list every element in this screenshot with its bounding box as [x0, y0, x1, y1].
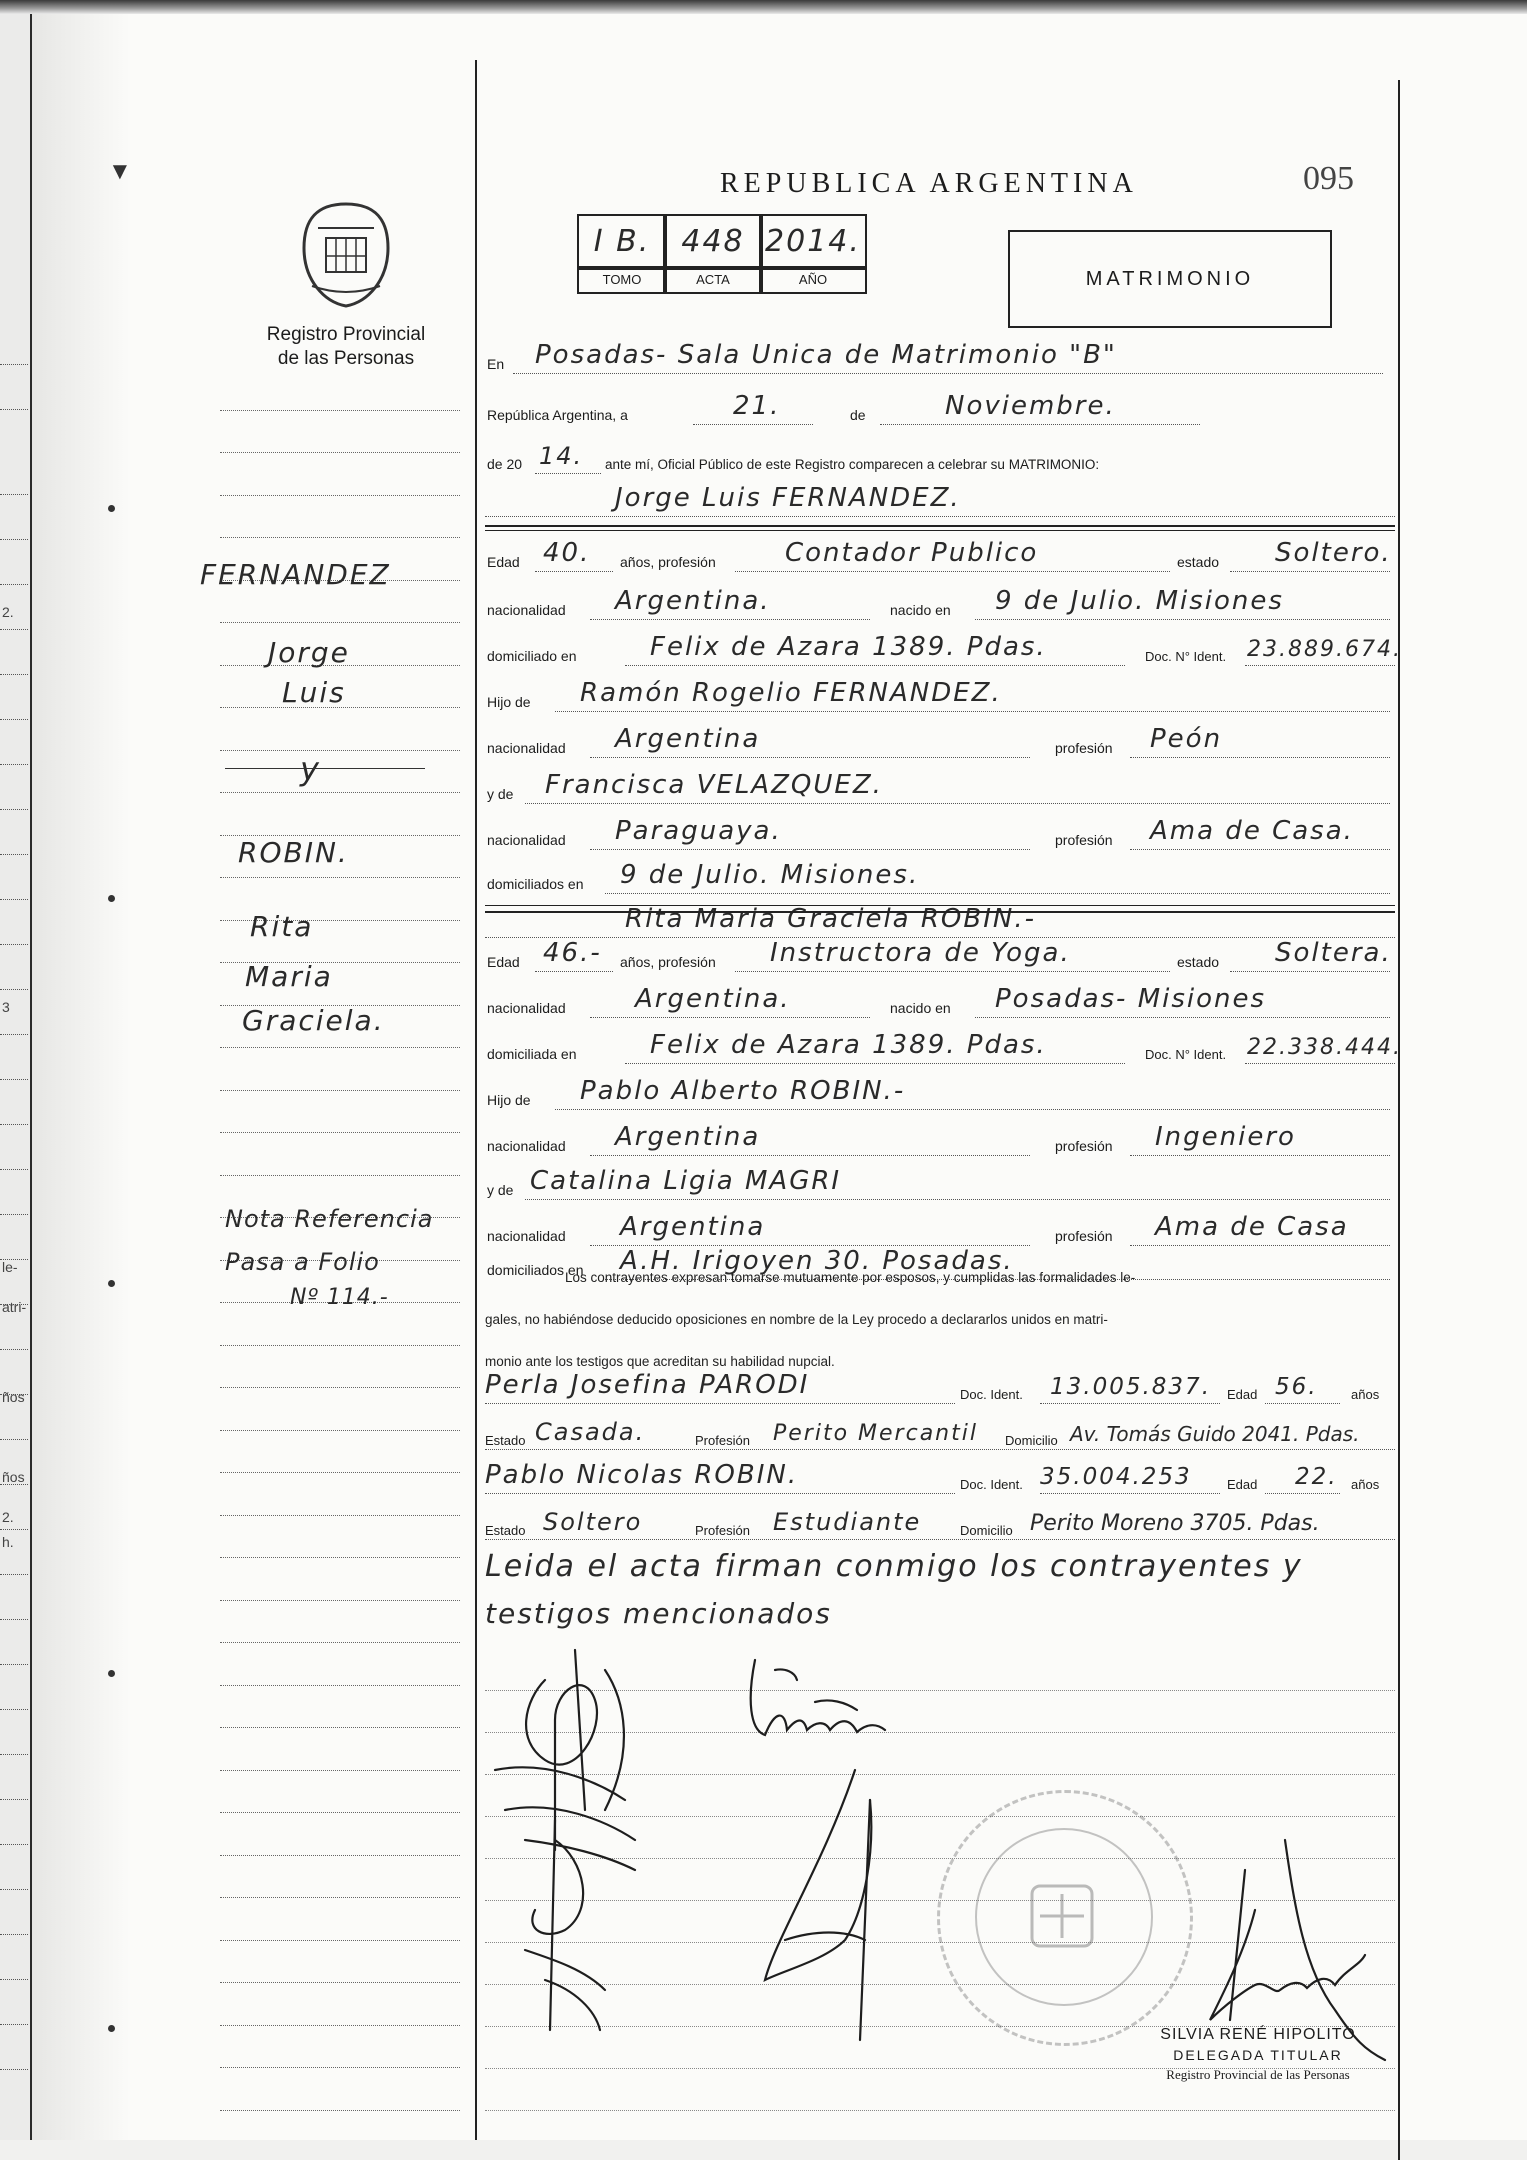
groom-father-row: [485, 670, 1395, 716]
bride-address: Felix de Azara 1389. Pdas.: [650, 1030, 1047, 1060]
groom-address: Felix de Azara 1389. Pdas.: [650, 632, 1047, 662]
witness1-name-row: [485, 1362, 1395, 1408]
groom-name: Jorge Luis FERNANDEZ.: [615, 483, 961, 513]
groom-address-row: [485, 624, 1402, 670]
scan-top-edge: [0, 0, 1527, 14]
label-nacionalidad: nacionalidad: [487, 602, 566, 618]
label-republica: República Argentina, a: [487, 407, 628, 423]
intro-text: ante mí, Oficial Público de este Registro comparecen a celebrar su MATRIMONIO:: [605, 457, 1100, 472]
bride-nationality: Argentina.: [635, 984, 791, 1014]
label-nacido: nacido en: [890, 1000, 951, 1016]
label-yde: y de: [487, 786, 514, 802]
closing-line1: Leida el acta firman conmigo los contrayentes y: [485, 1549, 1303, 1584]
official-stamp: [1148, 2025, 1368, 2085]
groom-mother: Francisca VELAZQUEZ.: [545, 770, 883, 800]
acta-value: 448: [681, 224, 745, 259]
witness1-status: Casada.: [535, 1418, 646, 1446]
label-de: de: [850, 407, 866, 423]
bride-father-profession: Ingeniero: [1155, 1122, 1296, 1152]
strip-text: ños: [2, 1389, 25, 1405]
groom-parents-address: 9 de Julio. Misiones.: [620, 860, 920, 890]
margin-given-name: Maria: [245, 960, 333, 993]
label-doc: Doc. Ident.: [960, 1387, 1023, 1402]
bride-mother-nationality: Argentina: [620, 1212, 766, 1242]
binder-hole-icon: ▼: [108, 158, 132, 185]
witness2-details-row: [485, 1498, 1395, 1544]
label-profesion: profesión: [1055, 1228, 1113, 1244]
bride-father-row: [485, 1068, 1395, 1114]
witness2-doc: 35.004.253: [1040, 1464, 1192, 1490]
margin-surname2: ROBIN.: [238, 836, 349, 869]
strip-text: h.: [2, 1534, 14, 1550]
declaration-line: monio ante los testigos que acreditan su habilidad nupcial.: [485, 1354, 835, 1369]
label-domicilio: Domicilio: [960, 1523, 1013, 1538]
groom-parents-address-row: [485, 852, 1395, 898]
bride-father-nat-row: [485, 1114, 1395, 1160]
ano-value: 2014.: [765, 224, 861, 259]
bride-address-row: [485, 1022, 1402, 1068]
witness1-name: Perla Josefina PARODI: [485, 1370, 810, 1400]
label-profesion: Profesión: [695, 1433, 750, 1448]
margin-note: Nota Referencia: [225, 1205, 434, 1233]
witness2-status: Soltero: [543, 1508, 643, 1536]
label-anos: años: [1351, 1387, 1380, 1402]
page-number: 095: [1303, 160, 1354, 197]
label-estado: estado: [1177, 954, 1220, 970]
separator-line: [485, 905, 1395, 906]
ano-label: AÑO: [759, 266, 867, 294]
witness2-age: 22.: [1295, 1464, 1338, 1490]
label-domiciliados: domiciliados en: [487, 876, 584, 892]
label-domicilio: Domicilio: [1005, 1433, 1058, 1448]
binder-hole-icon: [108, 505, 115, 512]
witness1-profession: Perito Mercantil: [773, 1421, 978, 1446]
strip-text: ños: [2, 1469, 25, 1485]
declaration-line: gales, no habiéndose deducido oposiciones en nombre de la Ley procedo a declararlos unidos en matri-: [485, 1312, 1108, 1327]
label-edad: Edad: [1227, 1477, 1258, 1492]
label-hijo: Hijo de: [487, 1092, 531, 1108]
witness2-name: Pablo Nicolas ROBIN.: [485, 1460, 799, 1490]
margin-given-name: Rita: [250, 910, 314, 943]
groom-nationality: Argentina.: [615, 586, 771, 616]
bride-mother-profession: Ama de Casa: [1155, 1212, 1349, 1242]
bride-age: 46.-: [543, 938, 602, 968]
label-profesion: profesión: [1055, 740, 1113, 756]
acta-label: ACTA: [663, 266, 763, 294]
bride-birthplace: Posadas- Misiones: [995, 984, 1267, 1014]
previous-page-strip: [0, 14, 32, 2140]
label-nacionalidad: nacionalidad: [487, 740, 566, 756]
official-org: Registro Provincial de las Personas: [1166, 2067, 1350, 2082]
day-value: 21.: [733, 391, 781, 421]
label-domiciliados: domiciliados en: [487, 1262, 584, 1278]
year-value: 14.: [539, 442, 584, 470]
label-edad: Edad: [1227, 1387, 1258, 1402]
witness1-age: 56.: [1275, 1374, 1318, 1400]
tomo-value-cell: [577, 214, 667, 270]
label-nacionalidad: nacionalidad: [487, 832, 566, 848]
bride-father: Pablo Alberto ROBIN.-: [580, 1076, 906, 1106]
witness2-profession: Estudiante: [773, 1508, 922, 1536]
label-doc: Doc. Ident.: [960, 1477, 1023, 1492]
bride-mother-row: [485, 1158, 1395, 1204]
separator-line: [485, 525, 1395, 527]
witness2-address: Perito Moreno 3705. Pdas.: [1030, 1511, 1320, 1536]
label-estado: Estado: [485, 1433, 526, 1448]
label-profesion: años, profesión: [620, 954, 716, 970]
bride-profession: Instructora de Yoga.: [770, 938, 1071, 968]
closing-row: [485, 1546, 1395, 1592]
closing-line2: testigos mencionados: [485, 1597, 832, 1630]
bride-father-nationality: Argentina: [615, 1122, 761, 1152]
bride-mother: Catalina Ligia MAGRI: [530, 1166, 842, 1196]
bride-age-row: [485, 930, 1395, 976]
label-nacionalidad: nacionalidad: [487, 1228, 566, 1244]
groom-mother-nat-row: [485, 808, 1395, 854]
witness2-name-row: [485, 1452, 1395, 1498]
acta-value-cell: [663, 214, 763, 270]
groom-father-profession: Peón: [1150, 724, 1223, 754]
label-anos: años: [1351, 1477, 1380, 1492]
official-title: DELEGADA TITULAR: [1173, 2047, 1343, 2063]
label-domicilio: domiciliado en: [487, 648, 577, 664]
binder-hole-icon: [108, 1280, 115, 1287]
groom-mother-profession: Ama de Casa.: [1150, 816, 1354, 846]
separator-line: [485, 911, 1395, 913]
label-doc: Doc. N° Ident.: [1145, 649, 1227, 664]
strip-text: 2.: [2, 1509, 14, 1525]
act-type-box: MATRIMONIO: [1008, 230, 1332, 328]
groom-father: Ramón Rogelio FERNANDEZ.: [580, 678, 1002, 708]
year-row: [485, 432, 1395, 478]
place-value: Posadas- Sala Unica de Matrimonio "B": [535, 340, 1117, 370]
label-profesion: Profesión: [695, 1523, 750, 1538]
groom-name-row: [485, 475, 1395, 521]
strip-text: le-: [2, 1259, 18, 1275]
registry-name: [246, 323, 446, 371]
registry-name-line1: Registro Provincial: [266, 324, 426, 345]
margin-given-name: Luis: [282, 676, 346, 709]
label-edad: Edad: [487, 554, 520, 570]
bride-nationality-row: [485, 976, 1395, 1022]
groom-profession: Contador Publico: [785, 538, 1039, 568]
label-en: En: [487, 356, 505, 372]
groom-age: 40.: [543, 538, 591, 568]
groom-father-nationality: Argentina: [615, 724, 761, 754]
right-border-line: [1398, 80, 1400, 2160]
groom-doc: 23.889.674.: [1247, 637, 1402, 662]
seal-crest-icon: [1016, 1870, 1108, 1962]
binder-hole-icon: [108, 2025, 115, 2032]
province-crest-icon: [296, 198, 396, 310]
strip-text: atri-: [2, 1299, 27, 1315]
bride-parents-address: A.H. Irigoyen 30. Posadas.: [620, 1246, 1014, 1276]
margin-note: Nº 114.-: [290, 1285, 389, 1310]
tomo-value: I B.: [593, 224, 651, 259]
bride-doc: 22.338.444.: [1247, 1035, 1402, 1060]
groom-age-row: [485, 530, 1395, 576]
groom-birthplace: 9 de Julio. Misiones: [995, 586, 1284, 616]
label-estado: estado: [1177, 554, 1220, 570]
groom-nationality-row: [485, 578, 1395, 624]
binder-hole-icon: [108, 895, 115, 902]
ano-value-cell: [759, 214, 867, 270]
groom-status: Soltero.: [1275, 538, 1392, 568]
label-profesion: profesión: [1055, 832, 1113, 848]
margin-given-name: Graciela.: [242, 1004, 385, 1037]
tomo-label: TOMO: [577, 266, 667, 294]
margin-given-name: Jorge: [268, 636, 350, 669]
declaration-line: Los contrayentes expresan tomarse mutuamente por esposos, y cumplidas las formalidades le-: [565, 1270, 1136, 1285]
margin-divider-line: [475, 60, 477, 2140]
label-yde: y de: [487, 1182, 514, 1198]
label-profesion: años, profesión: [620, 554, 716, 570]
witness1-address: Av. Tomás Guido 2041. Pdas.: [1070, 1422, 1360, 1446]
label-hijo: Hijo de: [487, 694, 531, 710]
label-year: de 20: [487, 456, 523, 472]
place-row: [485, 332, 1395, 378]
label-nacido: nacido en: [890, 602, 951, 618]
label-estado: Estado: [485, 1523, 526, 1538]
label-nacionalidad: nacionalidad: [487, 1138, 566, 1154]
groom-mother-row: [485, 762, 1395, 808]
bride-name: Rita Maria Graciela ROBIN.-: [625, 904, 1036, 934]
date-row: [485, 383, 1395, 429]
groom-mother-nationality: Paraguaya.: [615, 816, 782, 846]
margin-surname1: FERNANDEZ: [200, 558, 391, 591]
strip-text: 3: [2, 999, 10, 1015]
country-title: REPUBLICA ARGENTINA: [720, 168, 1138, 199]
official-name: SILVIA RENÉ HIPOLITO: [1160, 2026, 1356, 2043]
month-value: Noviembre.: [945, 391, 1116, 421]
bride-status: Soltera.: [1275, 938, 1392, 968]
strip-text: 2.: [2, 604, 14, 620]
witness1-details-row: [485, 1408, 1395, 1454]
witness1-doc: 13.005.837.: [1050, 1374, 1211, 1400]
label-profesion: profesión: [1055, 1138, 1113, 1154]
label-domicilio: domiciliada en: [487, 1046, 577, 1062]
label-doc: Doc. N° Ident.: [1145, 1047, 1227, 1062]
page-gutter-shadow: [30, 14, 130, 2140]
margin-conjunction: y: [300, 750, 321, 788]
margin-note: Pasa a Folio: [225, 1248, 380, 1276]
label-nacionalidad: nacionalidad: [487, 1000, 566, 1016]
label-edad: Edad: [487, 954, 520, 970]
binder-hole-icon: [108, 1670, 115, 1677]
registry-name-line2: de las Personas: [277, 348, 415, 369]
groom-father-nat-row: [485, 716, 1395, 762]
